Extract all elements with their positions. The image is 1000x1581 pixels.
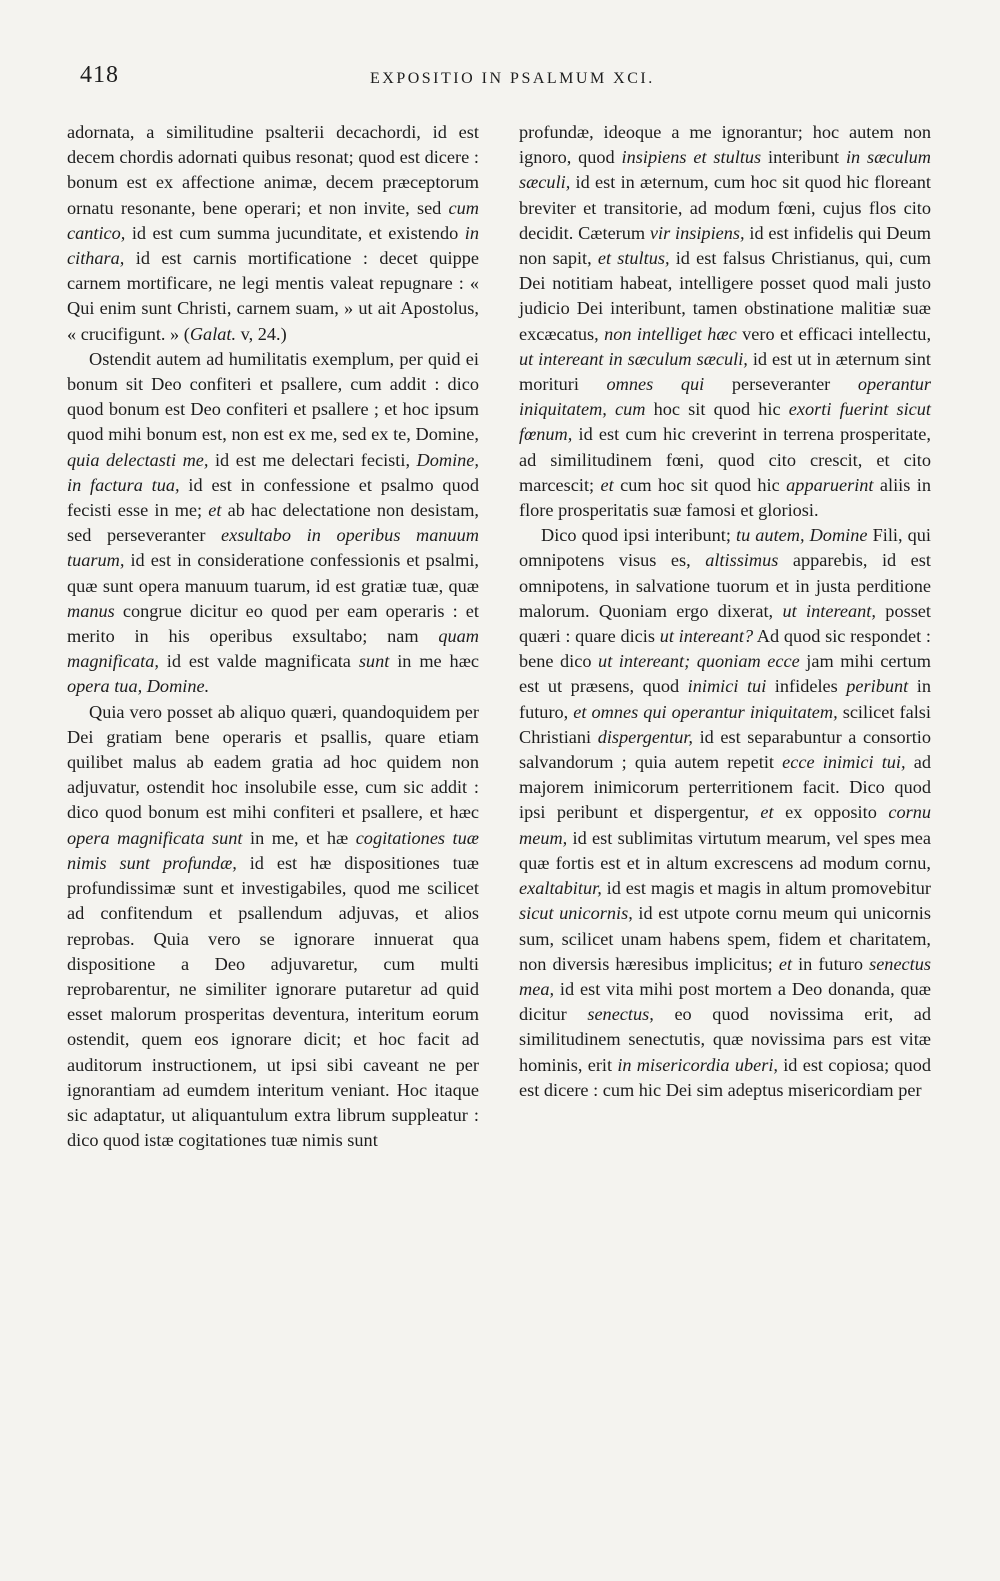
italic-text-segment: et omnes qui operantur iniquitatem, — [573, 701, 838, 722]
right-column — [519, 120, 931, 1103]
text-segment: id est in consideratione confessionis et psalmi, quæ sunt opera manuum tuarum, id est gratiæ tuæ, quæ — [67, 550, 479, 596]
italic-text-segment: exorti fuerint sicut fœnum, — [519, 399, 931, 445]
italic-text-segment: ut intereant, — [782, 600, 876, 621]
italic-text-segment: sunt — [358, 651, 390, 672]
text-segment: Quia vero posset ab aliquo quæri, quandoquidem per Dei gratiam bene operaris et psallis, quare etiam quilibet malus ab eadem gratia ad hoc quidem non adjuvatur, ostendit hoc insolubile esse, cum sic addit : dico quod bonum est mihi confiteri et psallere, et hæc — [67, 701, 479, 823]
text-segment: id est ut in æternum sint morituri — [519, 348, 932, 395]
italic-text-segment: et — [760, 802, 774, 823]
text-segment: id est in æternum, cum hoc sit quod hic floreant breviter et transitorie, ad modum fœni, cujus flos cito decidit. Cæterum — [519, 172, 931, 243]
text-segment: aliis in flore prosperitatis suæ famosi et gloriosi. — [519, 474, 931, 521]
text-segment: profundæ, ideoque a me ignorantur; hoc autem non ignoro, quod — [519, 122, 931, 168]
text-segment: id est carnis mortificatione : decet quippe carnem mortificare, ne legi mentis valeat repugnare : « Qui enim sunt Christi, carnem suam, » ut ait Apostolus, « crucifigunt. » ( — [67, 248, 479, 344]
left-column — [67, 120, 479, 1153]
text-segment: cum hoc sit quod hic — [613, 474, 787, 495]
text-segment: ab hac delectatione non desistam, sed perseveranter — [67, 500, 479, 546]
italic-text-segment: Domine, in factura tua, — [67, 449, 479, 495]
text-segment: id est cum hic creverint in terrena prosperitate, ad similitudinem fœni, quod cito crescit, et cito marcescit; — [519, 424, 931, 495]
text-segment: id est magis et magis in altum promovebitur — [601, 878, 931, 899]
text-segment: id est hæ dispositiones tuæ profundissimæ sunt et investigabiles, quod me scilicet ad confitendum et psallendum adjuvas, et alios reprobas. Quia vero se ignorare innuerat qua dispositione a Deo adjuvaretur, cum multi reprobarentur, ne similiter ignorare putaretur ad quid esset malorum prosperitas deventura, interitum eorum ostendit, quem eos ignorare dicit; et hoc facit ad auditorum instructionem, ut ipsi sibi caveant ne per ignorantiam ad eumdem interitum veniant. Hoc itaque sic adaptatur, ut aliquantulum extra librum suppleatur : dico quod istæ cogitationes tuæ nimis sunt — [67, 852, 479, 1151]
text-segment: eo quod novissima erit, ad similitudinem senectutis, quæ novissima pars est vitæ hominis, erit — [519, 1004, 931, 1075]
text-segment: in me hæc — [389, 651, 479, 672]
italic-text-segment: et — [208, 500, 222, 521]
text-segment: ex opposito — [773, 802, 889, 823]
text-segment: infideles — [766, 676, 847, 697]
paragraph — [67, 700, 479, 1154]
text-segment: id est vita mihi post mortem a Deo donanda, quæ dicitur — [519, 978, 931, 1025]
italic-text-segment: non intelliget hæc — [604, 323, 737, 344]
text-segment: Fili, qui omnipotens visus es, — [519, 525, 931, 571]
text-segment: perseveranter — [704, 374, 858, 395]
italic-text-segment: apparuerint — [786, 474, 874, 495]
italic-text-segment: quam magnificata, — [67, 626, 479, 672]
text-segment: adornata, a similitudine psalterii decachordi, id est decem chordis adornati quibus resonat; quod est dicere : bonum est ex affectione animæ, decem præceptorum ornatu resonante, bene operari; et non invite, sed — [67, 122, 479, 218]
italic-text-segment: senectus, — [587, 1004, 654, 1025]
italic-text-segment: quia delectasti me, — [67, 449, 209, 470]
text-segment: v, 24.) — [236, 323, 287, 344]
italic-text-segment: cogitationes tuæ nimis sunt profundæ, — [67, 827, 479, 873]
text-segment: interibunt — [761, 147, 846, 168]
text-segment: id est valde magnificata — [158, 651, 359, 672]
paragraph — [519, 120, 931, 523]
italic-text-segment: manus — [67, 600, 115, 621]
italic-text-segment: dispergentur, — [597, 726, 693, 747]
italic-text-segment: exaltabitur, — [519, 878, 602, 899]
italic-text-segment: in misericordia uberi, — [617, 1054, 778, 1075]
running-title: EXPOSITIO IN PSALMUM XCI. — [370, 70, 655, 87]
italic-text-segment: et — [778, 953, 793, 974]
text-segment: in futuro — [792, 953, 870, 974]
italic-text-segment: in cithara, — [67, 222, 479, 269]
italic-text-segment: vir insipiens, — [649, 222, 745, 243]
italic-text-segment: insipiens et stultus — [621, 147, 762, 168]
italic-text-segment: operantur iniquitatem, cum — [519, 374, 932, 420]
paragraph — [67, 347, 479, 700]
italic-text-segment: in sæculum sæculi, — [519, 147, 931, 193]
italic-text-segment: ecce inimici tui, — [782, 752, 906, 773]
page-number: 418 — [80, 62, 119, 88]
text-segment: id est sublimitas virtutum mearum, vel spes mea quæ fortis est et in altum excrescens ad modum cornu, — [519, 827, 931, 873]
text-segment: in me, et hæ — [242, 827, 356, 848]
italic-text-segment: senectus mea, — [519, 953, 932, 999]
text-segment: id est in confessione et psalmo quod fecisti esse in me; — [67, 474, 479, 521]
italic-text-segment: cum cantico, — [67, 197, 479, 243]
paragraph — [67, 120, 479, 347]
italic-text-segment: exsultabo in operibus manuum tuarum, — [67, 525, 479, 571]
text-segment: id est utpote cornu meum qui unicornis sum, scilicet unam habens spem, fidem et charitatem, non diversis hæresibus implicitus; — [519, 903, 931, 974]
italic-text-segment: inimici tui — [687, 676, 767, 697]
italic-text-segment: cornu meum, — [519, 802, 931, 848]
text-segment: Ad quod sic respondet : bene dico — [519, 626, 931, 672]
text-segment: hoc sit quod hic — [645, 399, 789, 420]
text-segment: Ostendit autem ad humilitatis exemplum, per quid ei bonum sit Deo confiteri et psallere, cum addit : dico quod bonum est Deo confiteri et psallere ; et hoc ipsum quod mihi bonum est, non est ex me, sed ex te, Domine, — [67, 348, 479, 445]
italic-text-segment: omnes qui — [606, 374, 705, 395]
italic-text-segment: et — [600, 474, 614, 495]
italic-text-segment: ut intereant in sæculum sæculi, — [519, 348, 748, 369]
italic-text-segment: et stultus, — [597, 248, 670, 269]
italic-text-segment: altissimus — [705, 550, 779, 571]
italic-text-segment: peribunt — [846, 676, 909, 697]
italic-text-segment: opera magnificata sunt — [67, 827, 243, 848]
text-segment: Dico quod ipsi interibunt; — [541, 525, 736, 546]
italic-text-segment: ut intereant? — [659, 626, 754, 647]
text-segment: apparebis, id est omnipotens, in salvatione tuorum et in justa perditione malorum. Quoniam ergo dixerat, — [519, 550, 931, 621]
italic-text-segment: ut intereant; quoniam ecce — [598, 651, 800, 672]
paragraph — [519, 523, 931, 1103]
italic-text-segment: sicut unicornis, — [519, 903, 633, 924]
text-segment: posset quæri : quare dicis — [519, 600, 932, 647]
text-segment: ad majorem inimicorum perterritionem facit. Dico quod ipsi peribunt et dispergentur, — [519, 752, 931, 823]
text-segment: id est copiosa; quod est dicere : cum hic Dei sim adeptus misericordiam per — [519, 1054, 931, 1100]
running-head — [80, 58, 920, 98]
text-segment: scilicet falsi Christiani — [519, 701, 931, 747]
text-segment: in futuro, — [519, 676, 931, 722]
italic-text-segment: opera tua, Domine. — [67, 676, 210, 697]
text-segment: id est separabuntur a consortio salvandorum ; quia autem repetit — [519, 726, 931, 773]
text-segment: id est falsus Christianus, qui, cum Dei notitiam habeat, intelligere posset quod mali justo judicio Dei interibunt, tamen obstinatione malitiæ suæ excæcatus, — [519, 248, 931, 344]
italic-text-segment: tu autem, Domine — [735, 525, 868, 546]
text-segment: vero et efficaci intellectu, — [736, 323, 932, 344]
text-segment: jam mihi certum est ut præsens, quod — [519, 651, 931, 697]
text-segment: id est cum summa jucunditate, et existendo — [125, 222, 465, 243]
italic-text-segment: Galat. — [189, 323, 237, 344]
text-segment: id est infidelis qui Deum non sapit, — [519, 222, 931, 269]
text-segment: id est me delectari fecisti, — [208, 449, 417, 470]
text-segment: congrue dicitur eo quod per eam operaris : et merito in his operibus exsultabo; nam — [67, 600, 479, 647]
